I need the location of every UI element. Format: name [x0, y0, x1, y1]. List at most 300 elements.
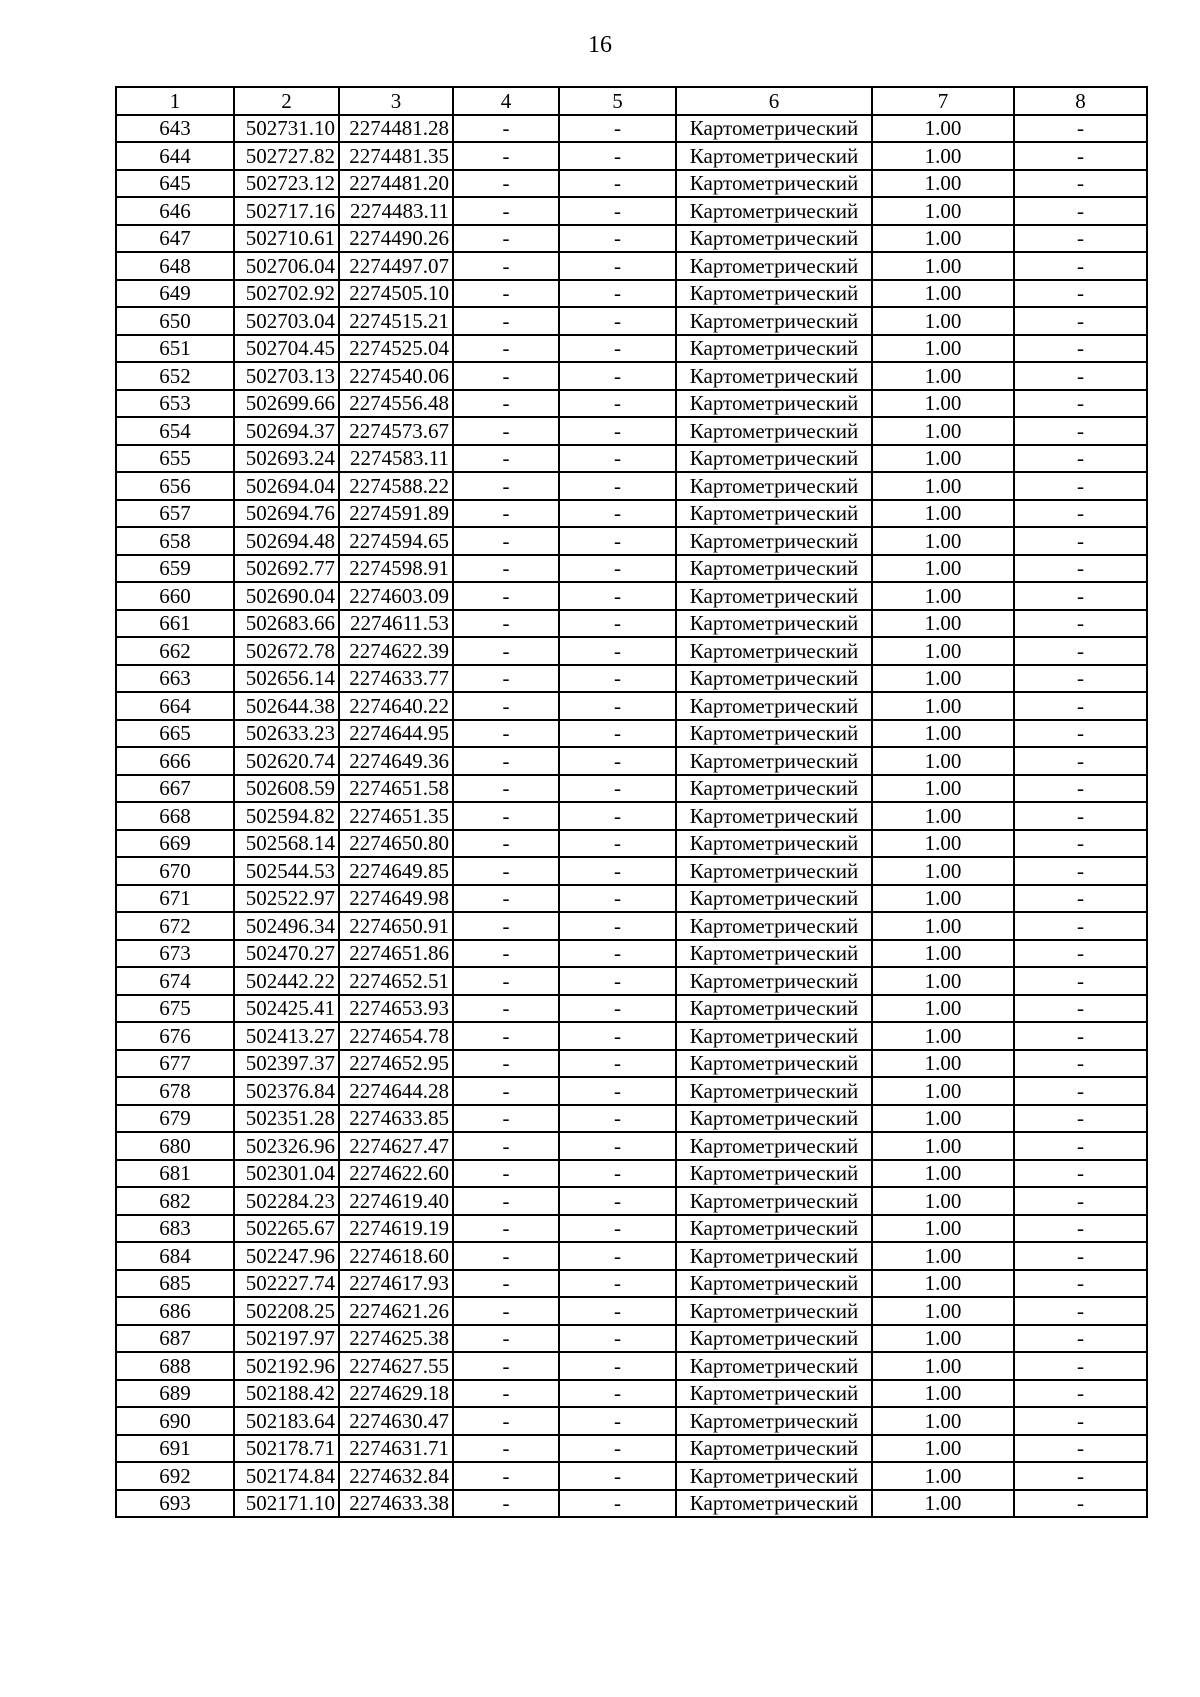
- cell-col-4-value: -: [453, 280, 559, 308]
- cell-accuracy: 1.00: [872, 775, 1014, 803]
- cell-accuracy: 1.00: [872, 1077, 1014, 1105]
- cell-method: Картометрический: [676, 252, 872, 280]
- header-cell-3: 3: [339, 87, 453, 115]
- cell-method: Картометрический: [676, 885, 872, 913]
- cell-y-coordinate: 2274633.77: [339, 665, 453, 693]
- cell-col-8-value: -: [1014, 1187, 1147, 1215]
- cell-col-4-value: -: [453, 637, 559, 665]
- cell-col-4-value: -: [453, 665, 559, 693]
- cell-point-number: 664: [116, 692, 234, 720]
- cell-point-number: 658: [116, 527, 234, 555]
- cell-method: Картометрический: [676, 747, 872, 775]
- cell-col-5-value: -: [559, 527, 676, 555]
- cell-col-4-value: -: [453, 967, 559, 995]
- cell-method: Картометрический: [676, 307, 872, 335]
- cell-accuracy: 1.00: [872, 830, 1014, 858]
- cell-col-5-value: -: [559, 1187, 676, 1215]
- cell-x-coordinate: 502702.92: [234, 280, 339, 308]
- cell-method: Картометрический: [676, 445, 872, 473]
- cell-point-number: 682: [116, 1187, 234, 1215]
- cell-point-number: 691: [116, 1435, 234, 1463]
- table-row: [116, 307, 1147, 335]
- cell-point-number: 690: [116, 1407, 234, 1435]
- cell-col-4-value: -: [453, 1352, 559, 1380]
- cell-y-coordinate: 2274650.80: [339, 830, 453, 858]
- cell-point-number: 689: [116, 1380, 234, 1408]
- cell-accuracy: 1.00: [872, 170, 1014, 198]
- cell-y-coordinate: 2274649.98: [339, 885, 453, 913]
- cell-col-8-value: -: [1014, 527, 1147, 555]
- table-body: [116, 115, 1147, 1518]
- cell-col-4-value: -: [453, 857, 559, 885]
- cell-x-coordinate: 502568.14: [234, 830, 339, 858]
- cell-col-5-value: -: [559, 1242, 676, 1270]
- cell-x-coordinate: 502326.96: [234, 1132, 339, 1160]
- table-row: [116, 1462, 1147, 1490]
- table-row: [116, 1407, 1147, 1435]
- cell-accuracy: 1.00: [872, 197, 1014, 225]
- cell-method: Картометрический: [676, 610, 872, 638]
- cell-x-coordinate: 502496.34: [234, 912, 339, 940]
- table-row: [116, 1490, 1147, 1518]
- table-row: [116, 280, 1147, 308]
- cell-accuracy: 1.00: [872, 1435, 1014, 1463]
- cell-col-4-value: -: [453, 1270, 559, 1298]
- table-row: [116, 912, 1147, 940]
- cell-x-coordinate: 502703.13: [234, 362, 339, 390]
- cell-col-5-value: -: [559, 610, 676, 638]
- cell-col-8-value: -: [1014, 417, 1147, 445]
- cell-point-number: 650: [116, 307, 234, 335]
- cell-y-coordinate: 2274603.09: [339, 582, 453, 610]
- cell-point-number: 685: [116, 1270, 234, 1298]
- cell-point-number: 676: [116, 1022, 234, 1050]
- cell-accuracy: 1.00: [872, 1242, 1014, 1270]
- cell-col-8-value: -: [1014, 115, 1147, 143]
- table-row: [116, 830, 1147, 858]
- cell-y-coordinate: 2274622.39: [339, 637, 453, 665]
- cell-method: Картометрический: [676, 1105, 872, 1133]
- cell-col-4-value: -: [453, 115, 559, 143]
- cell-x-coordinate: 502376.84: [234, 1077, 339, 1105]
- cell-col-5-value: -: [559, 500, 676, 528]
- cell-x-coordinate: 502594.82: [234, 802, 339, 830]
- cell-y-coordinate: 2274481.20: [339, 170, 453, 198]
- cell-col-8-value: -: [1014, 1050, 1147, 1078]
- cell-col-4-value: -: [453, 610, 559, 638]
- cell-method: Картометрический: [676, 1187, 872, 1215]
- cell-point-number: 672: [116, 912, 234, 940]
- table-row: [116, 692, 1147, 720]
- cell-x-coordinate: 502227.74: [234, 1270, 339, 1298]
- cell-col-5-value: -: [559, 1297, 676, 1325]
- cell-y-coordinate: 2274629.18: [339, 1380, 453, 1408]
- cell-col-5-value: -: [559, 1050, 676, 1078]
- cell-accuracy: 1.00: [872, 1050, 1014, 1078]
- cell-method: Картометрический: [676, 335, 872, 363]
- cell-col-5-value: -: [559, 170, 676, 198]
- table-row: [116, 170, 1147, 198]
- cell-y-coordinate: 2274632.84: [339, 1462, 453, 1490]
- cell-x-coordinate: 502731.10: [234, 115, 339, 143]
- cell-col-5-value: -: [559, 115, 676, 143]
- cell-col-4-value: -: [453, 747, 559, 775]
- cell-point-number: 693: [116, 1490, 234, 1518]
- cell-accuracy: 1.00: [872, 472, 1014, 500]
- cell-x-coordinate: 502247.96: [234, 1242, 339, 1270]
- cell-method: Картометрический: [676, 1352, 872, 1380]
- cell-y-coordinate: 2274556.48: [339, 390, 453, 418]
- cell-accuracy: 1.00: [872, 857, 1014, 885]
- cell-accuracy: 1.00: [872, 500, 1014, 528]
- cell-accuracy: 1.00: [872, 1022, 1014, 1050]
- cell-y-coordinate: 2274630.47: [339, 1407, 453, 1435]
- cell-col-8-value: -: [1014, 912, 1147, 940]
- cell-col-8-value: -: [1014, 1352, 1147, 1380]
- cell-col-5-value: -: [559, 390, 676, 418]
- cell-accuracy: 1.00: [872, 115, 1014, 143]
- cell-col-8-value: -: [1014, 857, 1147, 885]
- cell-x-coordinate: 502171.10: [234, 1490, 339, 1518]
- cell-point-number: 679: [116, 1105, 234, 1133]
- cell-col-5-value: -: [559, 335, 676, 363]
- table-row: [116, 197, 1147, 225]
- cell-accuracy: 1.00: [872, 225, 1014, 253]
- cell-col-5-value: -: [559, 197, 676, 225]
- cell-col-5-value: -: [559, 967, 676, 995]
- cell-col-5-value: -: [559, 940, 676, 968]
- table-row: [116, 775, 1147, 803]
- cell-x-coordinate: 502470.27: [234, 940, 339, 968]
- cell-point-number: 681: [116, 1160, 234, 1188]
- cell-col-8-value: -: [1014, 720, 1147, 748]
- table-row: [116, 610, 1147, 638]
- table-row: [116, 500, 1147, 528]
- cell-point-number: 645: [116, 170, 234, 198]
- cell-col-5-value: -: [559, 1132, 676, 1160]
- cell-x-coordinate: 502183.64: [234, 1407, 339, 1435]
- cell-point-number: 692: [116, 1462, 234, 1490]
- table-row: [116, 665, 1147, 693]
- cell-col-4-value: -: [453, 555, 559, 583]
- table-row: [116, 555, 1147, 583]
- cell-point-number: 657: [116, 500, 234, 528]
- cell-col-8-value: -: [1014, 362, 1147, 390]
- cell-y-coordinate: 2274583.11: [339, 445, 453, 473]
- cell-y-coordinate: 2274618.60: [339, 1242, 453, 1270]
- cell-col-8-value: -: [1014, 1105, 1147, 1133]
- cell-y-coordinate: 2274619.19: [339, 1215, 453, 1243]
- cell-point-number: 667: [116, 775, 234, 803]
- cell-col-8-value: -: [1014, 555, 1147, 583]
- table-row: [116, 1187, 1147, 1215]
- cell-accuracy: 1.00: [872, 995, 1014, 1023]
- cell-x-coordinate: 502656.14: [234, 665, 339, 693]
- cell-y-coordinate: 2274631.71: [339, 1435, 453, 1463]
- cell-col-8-value: -: [1014, 967, 1147, 995]
- cell-accuracy: 1.00: [872, 940, 1014, 968]
- cell-accuracy: 1.00: [872, 390, 1014, 418]
- cell-col-4-value: -: [453, 1132, 559, 1160]
- cell-method: Картометрический: [676, 1435, 872, 1463]
- cell-point-number: 663: [116, 665, 234, 693]
- cell-method: Картометрический: [676, 720, 872, 748]
- cell-point-number: 669: [116, 830, 234, 858]
- cell-accuracy: 1.00: [872, 610, 1014, 638]
- cell-col-8-value: -: [1014, 500, 1147, 528]
- cell-col-5-value: -: [559, 1325, 676, 1353]
- cell-method: Картометрический: [676, 1022, 872, 1050]
- cell-accuracy: 1.00: [872, 720, 1014, 748]
- cell-x-coordinate: 502644.38: [234, 692, 339, 720]
- cell-x-coordinate: 502265.67: [234, 1215, 339, 1243]
- cell-col-4-value: -: [453, 1022, 559, 1050]
- cell-y-coordinate: 2274649.85: [339, 857, 453, 885]
- cell-method: Картометрический: [676, 940, 872, 968]
- cell-method: Картометрический: [676, 1242, 872, 1270]
- cell-col-5-value: -: [559, 1407, 676, 1435]
- cell-y-coordinate: 2274481.35: [339, 142, 453, 170]
- cell-accuracy: 1.00: [872, 967, 1014, 995]
- cell-y-coordinate: 2274505.10: [339, 280, 453, 308]
- cell-y-coordinate: 2274611.53: [339, 610, 453, 638]
- cell-accuracy: 1.00: [872, 802, 1014, 830]
- cell-col-5-value: -: [559, 1270, 676, 1298]
- table-row: [116, 1160, 1147, 1188]
- table-row: [116, 1352, 1147, 1380]
- table-row: [116, 362, 1147, 390]
- cell-x-coordinate: 502672.78: [234, 637, 339, 665]
- cell-y-coordinate: 2274627.47: [339, 1132, 453, 1160]
- cell-accuracy: 1.00: [872, 555, 1014, 583]
- cell-col-8-value: -: [1014, 1325, 1147, 1353]
- cell-col-5-value: -: [559, 1352, 676, 1380]
- cell-y-coordinate: 2274633.38: [339, 1490, 453, 1518]
- table-row: [116, 747, 1147, 775]
- cell-method: Картометрический: [676, 1077, 872, 1105]
- table-row: [116, 995, 1147, 1023]
- cell-y-coordinate: 2274619.40: [339, 1187, 453, 1215]
- cell-accuracy: 1.00: [872, 1490, 1014, 1518]
- cell-y-coordinate: 2274598.91: [339, 555, 453, 583]
- cell-x-coordinate: 502727.82: [234, 142, 339, 170]
- cell-method: Картометрический: [676, 1270, 872, 1298]
- cell-col-4-value: -: [453, 225, 559, 253]
- cell-x-coordinate: 502723.12: [234, 170, 339, 198]
- cell-col-8-value: -: [1014, 582, 1147, 610]
- table-row: [116, 802, 1147, 830]
- cell-point-number: 659: [116, 555, 234, 583]
- cell-accuracy: 1.00: [872, 307, 1014, 335]
- cell-col-5-value: -: [559, 472, 676, 500]
- cell-x-coordinate: 502694.37: [234, 417, 339, 445]
- cell-y-coordinate: 2274621.26: [339, 1297, 453, 1325]
- cell-accuracy: 1.00: [872, 1380, 1014, 1408]
- cell-col-5-value: -: [559, 555, 676, 583]
- cell-point-number: 675: [116, 995, 234, 1023]
- cell-point-number: 652: [116, 362, 234, 390]
- cell-accuracy: 1.00: [872, 362, 1014, 390]
- cell-point-number: 683: [116, 1215, 234, 1243]
- coordinates-table: [115, 86, 1148, 1518]
- cell-col-5-value: -: [559, 1160, 676, 1188]
- cell-y-coordinate: 2274652.51: [339, 967, 453, 995]
- cell-col-8-value: -: [1014, 1270, 1147, 1298]
- cell-x-coordinate: 502442.22: [234, 967, 339, 995]
- table-row: [116, 1270, 1147, 1298]
- cell-col-8-value: -: [1014, 692, 1147, 720]
- cell-accuracy: 1.00: [872, 912, 1014, 940]
- cell-col-4-value: -: [453, 582, 559, 610]
- cell-method: Картометрический: [676, 1132, 872, 1160]
- cell-col-4-value: -: [453, 472, 559, 500]
- cell-accuracy: 1.00: [872, 1215, 1014, 1243]
- cell-y-coordinate: 2274644.28: [339, 1077, 453, 1105]
- cell-accuracy: 1.00: [872, 582, 1014, 610]
- cell-point-number: 655: [116, 445, 234, 473]
- cell-col-4-value: -: [453, 335, 559, 363]
- cell-col-8-value: -: [1014, 472, 1147, 500]
- cell-method: Картометрический: [676, 775, 872, 803]
- cell-col-8-value: -: [1014, 1490, 1147, 1518]
- cell-y-coordinate: 2274651.86: [339, 940, 453, 968]
- cell-point-number: 647: [116, 225, 234, 253]
- cell-y-coordinate: 2274649.36: [339, 747, 453, 775]
- cell-col-5-value: -: [559, 582, 676, 610]
- cell-x-coordinate: 502703.04: [234, 307, 339, 335]
- cell-method: Картометрический: [676, 857, 872, 885]
- cell-point-number: 673: [116, 940, 234, 968]
- cell-y-coordinate: 2274653.93: [339, 995, 453, 1023]
- cell-point-number: 665: [116, 720, 234, 748]
- cell-col-8-value: -: [1014, 335, 1147, 363]
- cell-accuracy: 1.00: [872, 1105, 1014, 1133]
- cell-col-4-value: -: [453, 1325, 559, 1353]
- cell-col-5-value: -: [559, 142, 676, 170]
- cell-col-8-value: -: [1014, 1435, 1147, 1463]
- cell-x-coordinate: 502522.97: [234, 885, 339, 913]
- cell-point-number: 648: [116, 252, 234, 280]
- cell-method: Картометрический: [676, 1407, 872, 1435]
- cell-method: Картометрический: [676, 500, 872, 528]
- table-row: [116, 1435, 1147, 1463]
- cell-method: Картометрический: [676, 1160, 872, 1188]
- cell-x-coordinate: 502284.23: [234, 1187, 339, 1215]
- cell-method: Картометрический: [676, 830, 872, 858]
- cell-x-coordinate: 502694.04: [234, 472, 339, 500]
- cell-col-4-value: -: [453, 197, 559, 225]
- cell-method: Картометрический: [676, 362, 872, 390]
- cell-col-8-value: -: [1014, 1297, 1147, 1325]
- cell-x-coordinate: 502710.61: [234, 225, 339, 253]
- cell-col-4-value: -: [453, 307, 559, 335]
- cell-col-8-value: -: [1014, 830, 1147, 858]
- table-row: [116, 225, 1147, 253]
- cell-method: Картометрический: [676, 1325, 872, 1353]
- cell-y-coordinate: 2274588.22: [339, 472, 453, 500]
- table-row: [116, 1215, 1147, 1243]
- cell-accuracy: 1.00: [872, 417, 1014, 445]
- cell-col-8-value: -: [1014, 775, 1147, 803]
- cell-col-4-value: -: [453, 1490, 559, 1518]
- cell-point-number: 671: [116, 885, 234, 913]
- cell-col-5-value: -: [559, 1105, 676, 1133]
- cell-x-coordinate: 502694.48: [234, 527, 339, 555]
- cell-col-8-value: -: [1014, 1242, 1147, 1270]
- table-row: [116, 720, 1147, 748]
- cell-x-coordinate: 502706.04: [234, 252, 339, 280]
- cell-col-5-value: -: [559, 307, 676, 335]
- cell-col-8-value: -: [1014, 1132, 1147, 1160]
- table-row: [116, 1050, 1147, 1078]
- cell-col-4-value: -: [453, 912, 559, 940]
- cell-method: Картометрический: [676, 912, 872, 940]
- cell-x-coordinate: 502425.41: [234, 995, 339, 1023]
- cell-col-8-value: -: [1014, 1407, 1147, 1435]
- cell-point-number: 644: [116, 142, 234, 170]
- cell-col-8-value: -: [1014, 225, 1147, 253]
- cell-x-coordinate: 502544.53: [234, 857, 339, 885]
- cell-accuracy: 1.00: [872, 1297, 1014, 1325]
- cell-method: Картометрический: [676, 527, 872, 555]
- cell-col-8-value: -: [1014, 1022, 1147, 1050]
- cell-y-coordinate: 2274651.58: [339, 775, 453, 803]
- table-row: [116, 1132, 1147, 1160]
- cell-col-5-value: -: [559, 362, 676, 390]
- cell-col-5-value: -: [559, 637, 676, 665]
- cell-point-number: 666: [116, 747, 234, 775]
- cell-point-number: 661: [116, 610, 234, 638]
- cell-col-5-value: -: [559, 1462, 676, 1490]
- cell-col-4-value: -: [453, 362, 559, 390]
- table-row: [116, 115, 1147, 143]
- cell-point-number: 677: [116, 1050, 234, 1078]
- cell-col-8-value: -: [1014, 747, 1147, 775]
- cell-accuracy: 1.00: [872, 527, 1014, 555]
- cell-accuracy: 1.00: [872, 747, 1014, 775]
- cell-method: Картометрический: [676, 417, 872, 445]
- cell-point-number: 646: [116, 197, 234, 225]
- cell-accuracy: 1.00: [872, 1407, 1014, 1435]
- cell-accuracy: 1.00: [872, 445, 1014, 473]
- cell-col-8-value: -: [1014, 445, 1147, 473]
- cell-col-4-value: -: [453, 445, 559, 473]
- cell-method: Картометрический: [676, 967, 872, 995]
- cell-accuracy: 1.00: [872, 142, 1014, 170]
- table-row: [116, 1022, 1147, 1050]
- cell-y-coordinate: 2274525.04: [339, 335, 453, 363]
- cell-accuracy: 1.00: [872, 1160, 1014, 1188]
- header-cell-6: 6: [676, 87, 872, 115]
- cell-method: Картометрический: [676, 197, 872, 225]
- cell-accuracy: 1.00: [872, 692, 1014, 720]
- cell-col-4-value: -: [453, 1050, 559, 1078]
- cell-x-coordinate: 502683.66: [234, 610, 339, 638]
- table-row: [116, 142, 1147, 170]
- table-header: [116, 87, 1147, 115]
- table-row: [116, 637, 1147, 665]
- table-row: [116, 335, 1147, 363]
- cell-col-4-value: -: [453, 527, 559, 555]
- cell-point-number: 651: [116, 335, 234, 363]
- cell-col-8-value: -: [1014, 1462, 1147, 1490]
- cell-col-8-value: -: [1014, 885, 1147, 913]
- cell-y-coordinate: 2274617.93: [339, 1270, 453, 1298]
- header-cell-1: 1: [116, 87, 234, 115]
- cell-point-number: 668: [116, 802, 234, 830]
- cell-x-coordinate: 502301.04: [234, 1160, 339, 1188]
- cell-col-5-value: -: [559, 225, 676, 253]
